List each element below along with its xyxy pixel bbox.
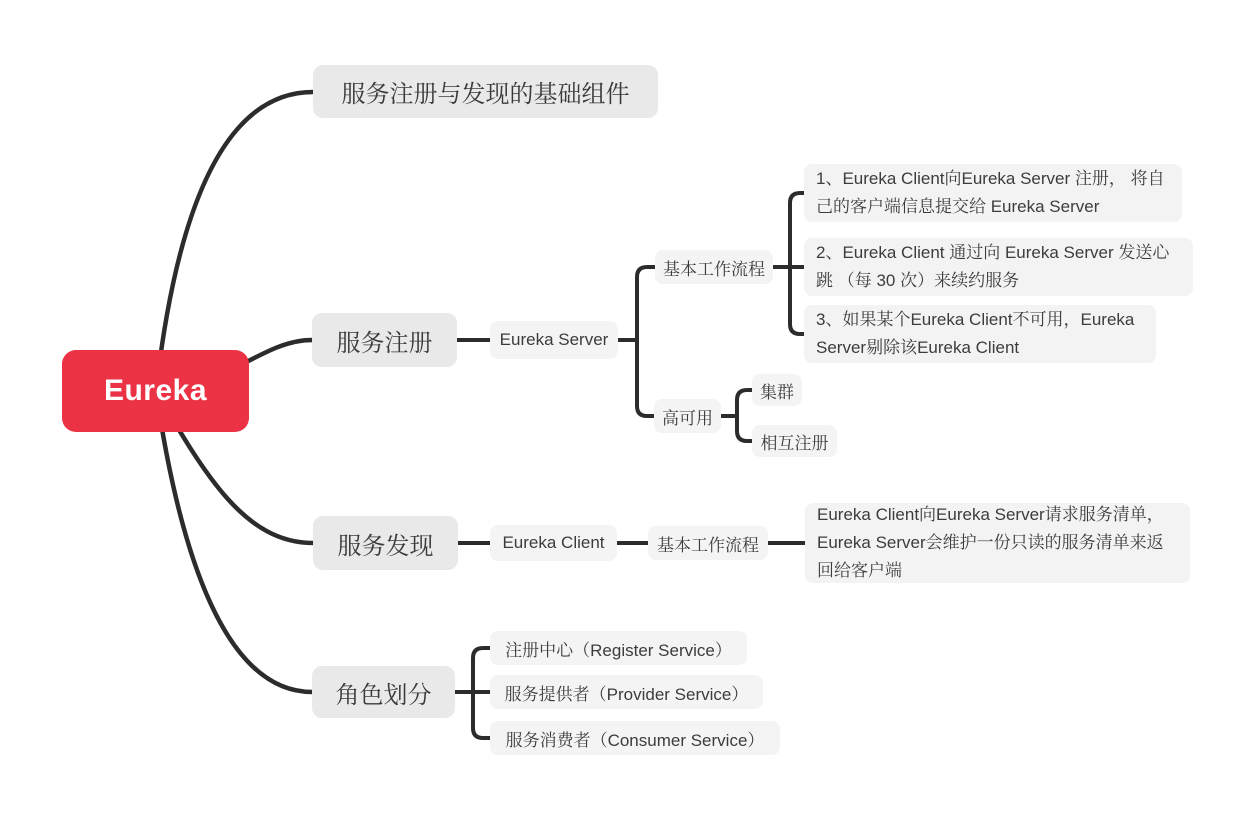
edge-ha-to-cluster	[737, 390, 752, 416]
node-role-register-service[interactable]: 注册中心（Register Service）	[490, 631, 747, 665]
edge-server-to-workflow	[637, 267, 655, 340]
edge-workflow-to-step1	[790, 193, 804, 267]
note-workflow-step-3[interactable]: 3、如果某个Eureka Client不可用，Eureka Server剔除该Eureka Client	[804, 305, 1156, 363]
edge-root-to-basic	[156, 92, 313, 391]
node-register-workflow[interactable]: 基本工作流程	[655, 250, 773, 284]
node-eureka-server[interactable]: Eureka Server	[490, 321, 618, 359]
node-eureka-client[interactable]: Eureka Client	[490, 525, 617, 561]
node-mutual-register[interactable]: 相互注册	[752, 425, 837, 457]
branch-basic-component[interactable]: 服务注册与发现的基础组件	[313, 65, 658, 118]
root-node-eureka[interactable]: Eureka	[62, 350, 249, 432]
branch-role-division[interactable]: 角色划分	[312, 666, 455, 718]
edge-ha-to-mutual	[737, 416, 752, 441]
note-discovery-workflow[interactable]: Eureka Client向Eureka Server请求服务清单，Eureka Server会维护一份只读的服务清单来返回给客户端	[805, 503, 1190, 583]
edge-roles-to-role3	[473, 692, 490, 738]
node-high-availability[interactable]: 高可用	[654, 399, 721, 433]
edge-workflow-to-step3	[790, 267, 804, 334]
note-workflow-step-2[interactable]: 2、Eureka Client 通过向 Eureka Server 发送心跳 （每 30 次）来续约服务	[804, 238, 1193, 296]
edge-server-to-ha	[637, 340, 654, 416]
branch-service-discovery[interactable]: 服务发现	[313, 516, 458, 570]
node-role-provider-service[interactable]: 服务提供者（Provider Service）	[490, 675, 763, 709]
edge-roles-to-role1	[473, 648, 490, 692]
note-workflow-step-1[interactable]: 1、Eureka Client向Eureka Server 注册， 将自己的客户端信息提交给 Eureka Server	[804, 164, 1182, 222]
branch-service-register[interactable]: 服务注册	[312, 313, 457, 367]
node-role-consumer-service[interactable]: 服务消费者（Consumer Service）	[490, 721, 780, 755]
node-cluster[interactable]: 集群	[752, 374, 802, 406]
node-discovery-workflow[interactable]: 基本工作流程	[648, 526, 768, 560]
